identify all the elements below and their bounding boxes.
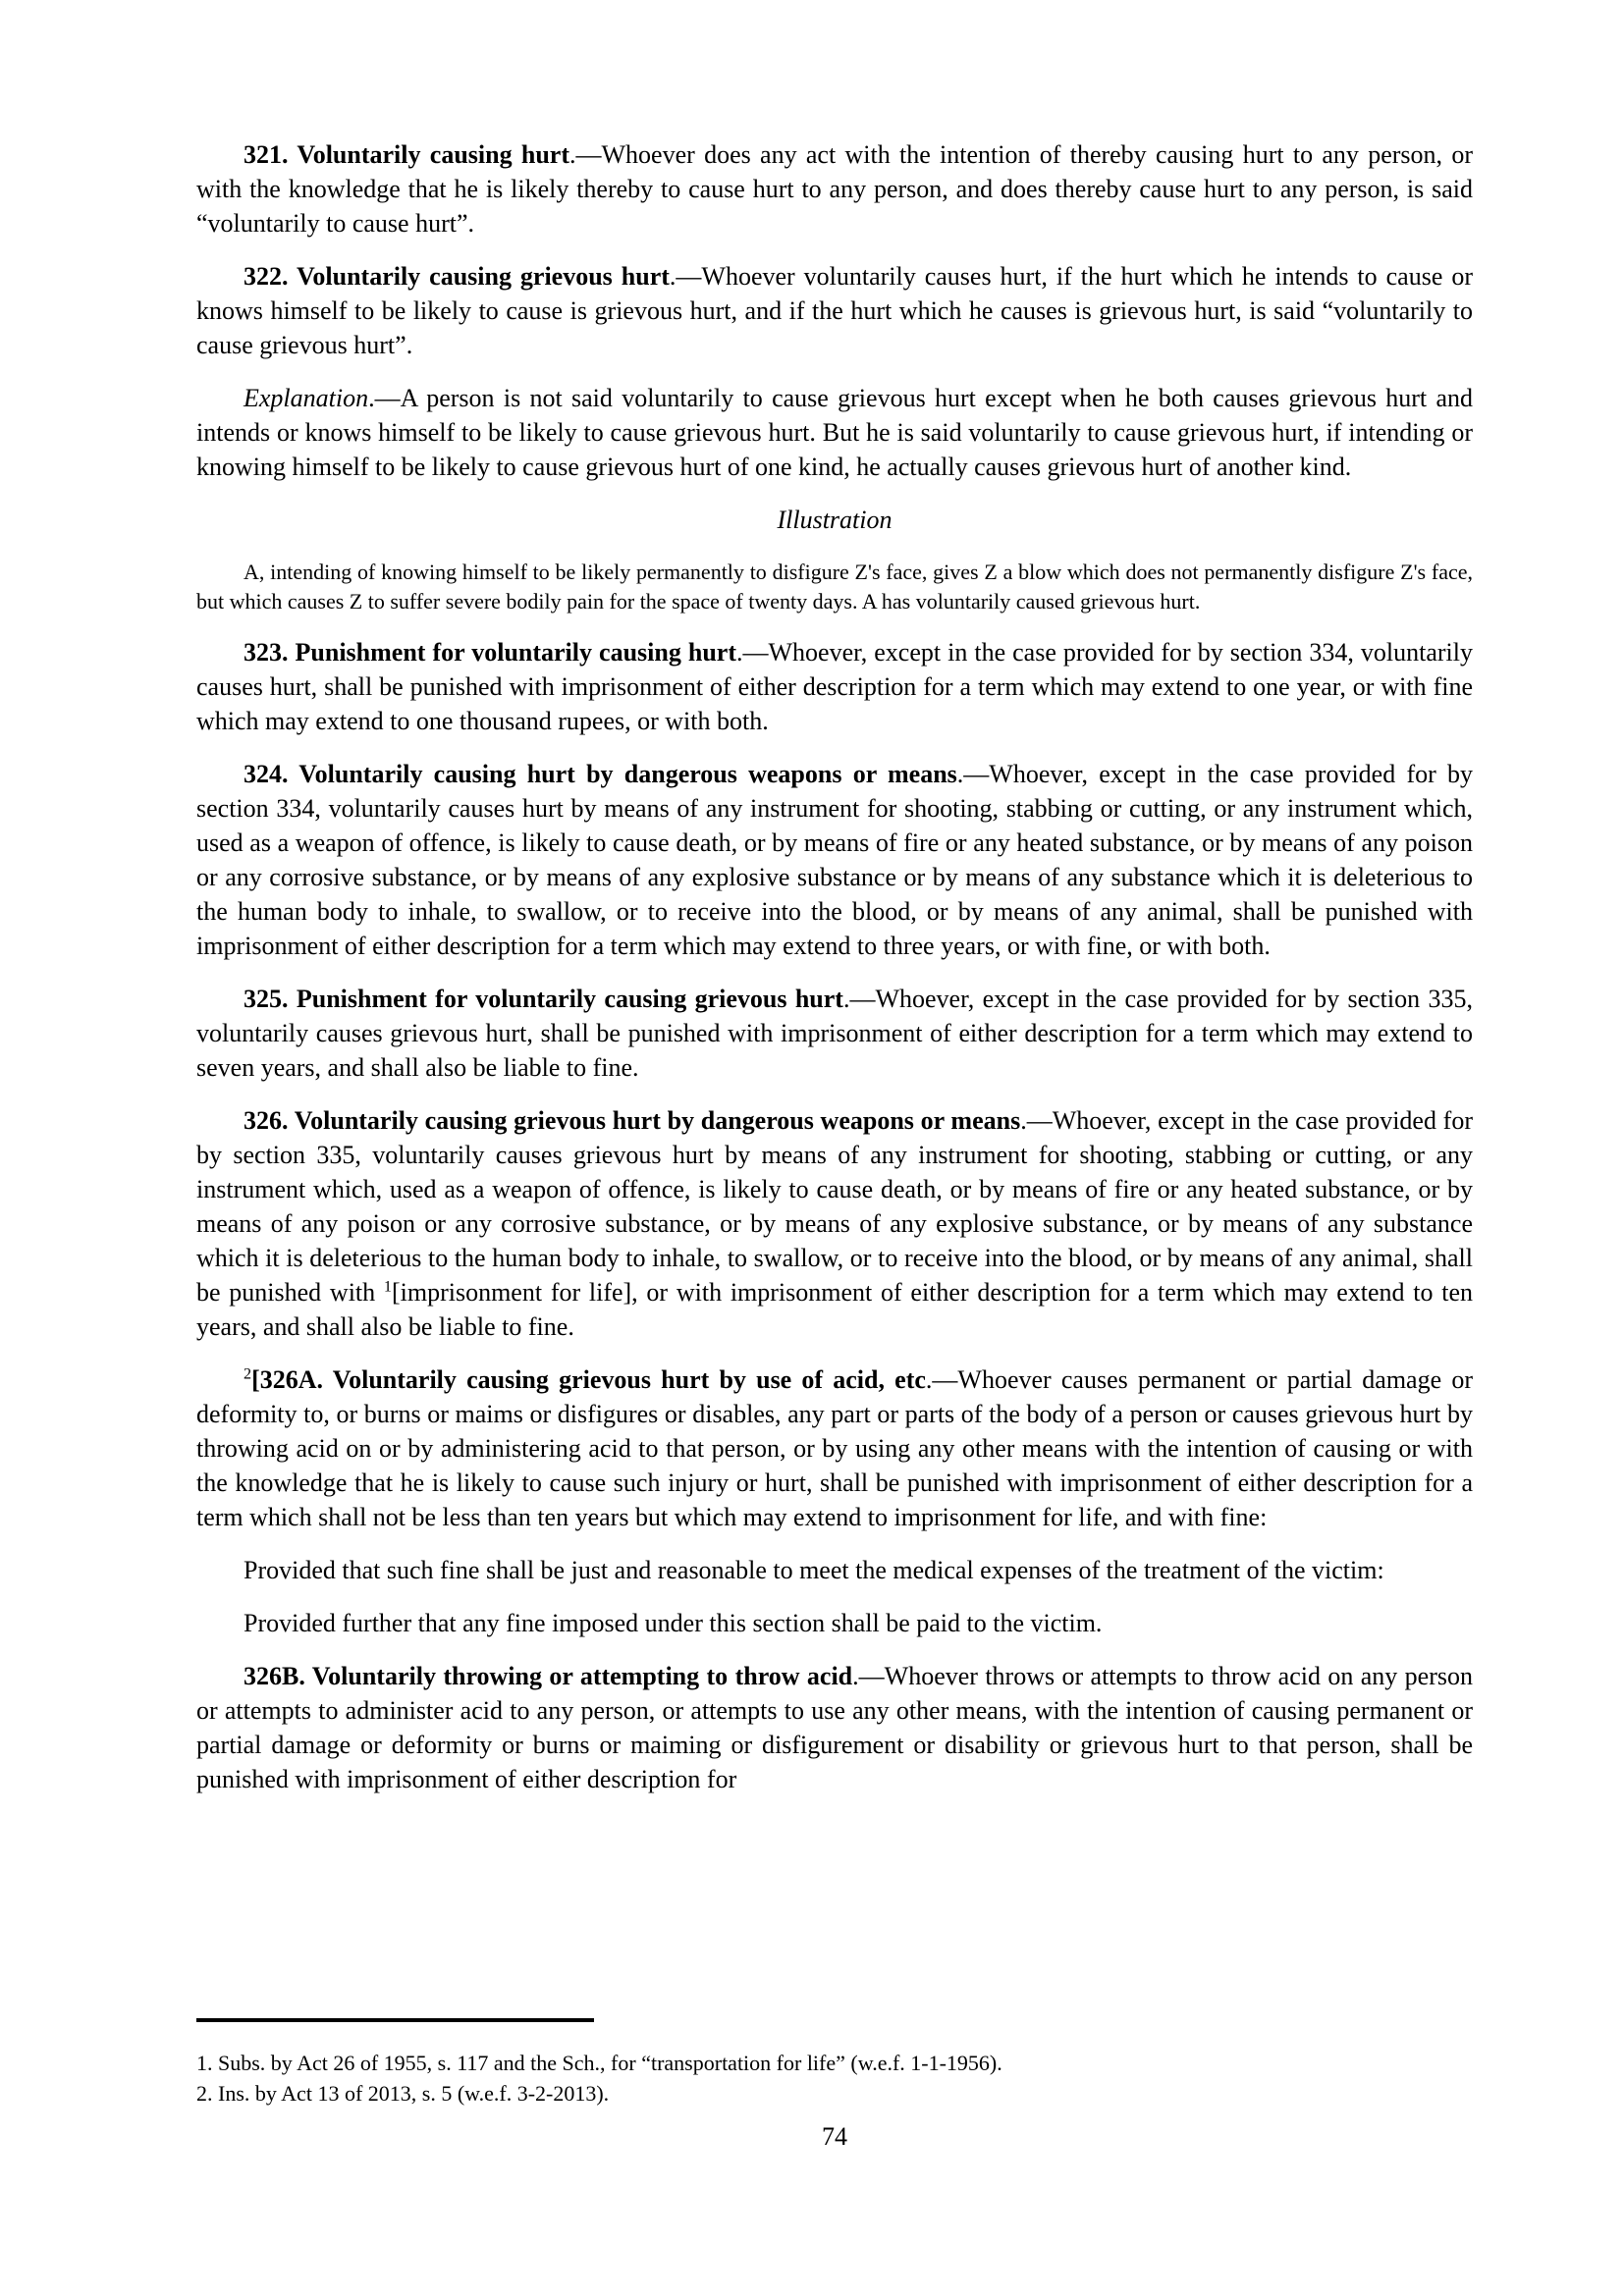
section-326 [196, 1103, 1473, 1344]
proviso-medical-expenses [196, 1553, 1473, 1587]
footnote-ref: 2 [244, 1365, 252, 1383]
run-text: .—Whoever voluntarily causes hurt, if the hurt which he intends to cause or knows himself to be likely to cause is grievous hurt, and if the hurt which he causes is grievous hurt, is said “voluntarily to cause grievous hurt”. [196, 262, 1473, 359]
run-bold: 325. Punishment for voluntarily causing grievous hurt [244, 985, 843, 1013]
run-text: .—Whoever, except in the case provided for by section 335, voluntarily causes grievous hurt, shall be punished with imprisonment of either description for a term which may extend to seven years, and shall also be liable to fine. [196, 985, 1473, 1082]
section-321 [196, 137, 1473, 240]
section-322 [196, 259, 1473, 362]
run-text: Provided further that any fine imposed under this section shall be paid to the victim. [244, 1609, 1103, 1637]
run-text: .—Whoever, except in the case provided for by section 334, voluntarily causes hurt, shall be punished with imprisonment of either description for a term which may extend to one year, or with fine which may extend to one thousand rupees, or with both. [196, 638, 1473, 735]
proviso-fine-paid-to-victim [196, 1606, 1473, 1640]
run-text: .—Whoever, except in the case provided for by section 335, voluntarily causes grievous hurt by means of any instrument for shooting, stabbing or cutting, or any instrument which, used as a weapon of offence, is likely to cause death, or by means of fire or any heated substance, or by means of any poison or any corrosive substance, or by means of any explosive substance, or by means of any substance which it is deleterious to the human body to inhale, to swallow, or to receive into the blood, or by means of any animal, shall be punished with [196, 1106, 1474, 1307]
footnote-1: 1. Subs. by Act 26 of 1955, s. 117 and the Sch., for “transportation for life” (w.e.f. 1-1-1956). [196, 2051, 1002, 2075]
run-text: .—Whoever causes permanent or partial damage or deformity to, or burns or maims or disfigures or disables, any part or parts of the body of a person or causes grievous hurt by throwing acid on or by administering acid to that person, or by using any other means with the intention of causing or with the knowledge that he is likely to cause such injury or hurt, shall be punished with imprisonment of either description for a term which shall not be less than ten years but which may extend to imprisonment for life, and with fine: [196, 1365, 1473, 1531]
illustration-heading [196, 503, 1473, 537]
explanation-322 [196, 381, 1473, 484]
footnote-divider [196, 2018, 594, 2022]
run-bold: 326. Voluntarily causing grievous hurt by dangerous weapons or means [244, 1106, 1021, 1135]
run-bold: 326B. Voluntarily throwing or attempting to throw acid [244, 1662, 853, 1690]
footnote-2: 2. Ins. by Act 13 of 2013, s. 5 (w.e.f. 3-2-2013). [196, 2081, 610, 2106]
run-italic: Illustration [777, 506, 893, 534]
run-bold: 324. Voluntarily causing hurt by dangerous weapons or means [244, 760, 957, 788]
run-text: Provided that such fine shall be just and reasonable to meet the medical expenses of the treatment of the victim: [244, 1556, 1384, 1584]
run-bold: 322. Voluntarily causing grievous hurt [244, 262, 670, 291]
run-text: .—Whoever does any act with the intention of thereby causing hurt to any person, or with the knowledge that he is likely thereby to cause hurt to any person, and does thereby cause hurt to any person, is said “voluntarily to cause hurt”. [196, 140, 1473, 238]
run-italic: Explanation [244, 384, 369, 412]
run-bold: [326A. Voluntarily causing grievous hurt by use of acid, etc [251, 1365, 926, 1394]
run-text: .—A person is not said voluntarily to cause grievous hurt except when he both causes grievous hurt and intends or knows himself to be likely to cause grievous hurt. But he is said voluntarily to cause grievous hurt, if intending or knowing himself to be likely to cause grievous hurt of one kind, he actually causes grievous hurt of another kind. [196, 384, 1473, 481]
section-324 [196, 757, 1473, 963]
run-text: A, intending of knowing himself to be likely permanently to disfigure Z's face, gives Z a blow which does not permanently disfigure Z's face, but which causes Z to suffer severe bodily pain for the space of twenty days. A has voluntarily caused grievous hurt. [196, 560, 1473, 614]
run-bold: 321. Voluntarily causing hurt [244, 140, 570, 169]
run-bold: 323. Punishment for voluntarily causing hurt [244, 638, 736, 667]
footnote-block [196, 2018, 1473, 2109]
page-number: 74 [822, 2122, 847, 2151]
run-text: [imprisonment for life], or with imprisonment of either description for a term which may extend to ten years, and shall also be liable to fine. [196, 1278, 1473, 1341]
section-326A [196, 1362, 1473, 1534]
run-text: .—Whoever, except in the case provided for by section 334, voluntarily causes hurt by means of any instrument for shooting, stabbing or cutting, or any instrument which, used as a weapon of offence, is likely to cause death, or by means of fire or any heated substance, or by means of any poison or any corrosive substance, or by means of any explosive substance or by means of any substance which it is deleterious to the human body to inhale, to swallow, or to receive into the blood, or by means of any animal, shall be punished with imprisonment of either description for a term which may extend to three years, or with fine, or with both. [196, 760, 1473, 960]
section-326B [196, 1659, 1473, 1796]
footnote-ref: 1 [383, 1278, 392, 1296]
section-325 [196, 982, 1473, 1085]
section-323 [196, 635, 1473, 738]
run-text: .—Whoever throws or attempts to throw acid on any person or attempts to administer acid to any person, or attempts to use any other means, with the intention of causing permanent or partial damage or deformity or burns or maiming or disfigurement or disability or grievous hurt to that person, shall be punished with imprisonment of either description for [196, 1662, 1473, 1793]
footnotes-list [196, 2048, 1473, 2109]
document-body [196, 137, 1473, 1815]
illustration-body [196, 558, 1473, 616]
